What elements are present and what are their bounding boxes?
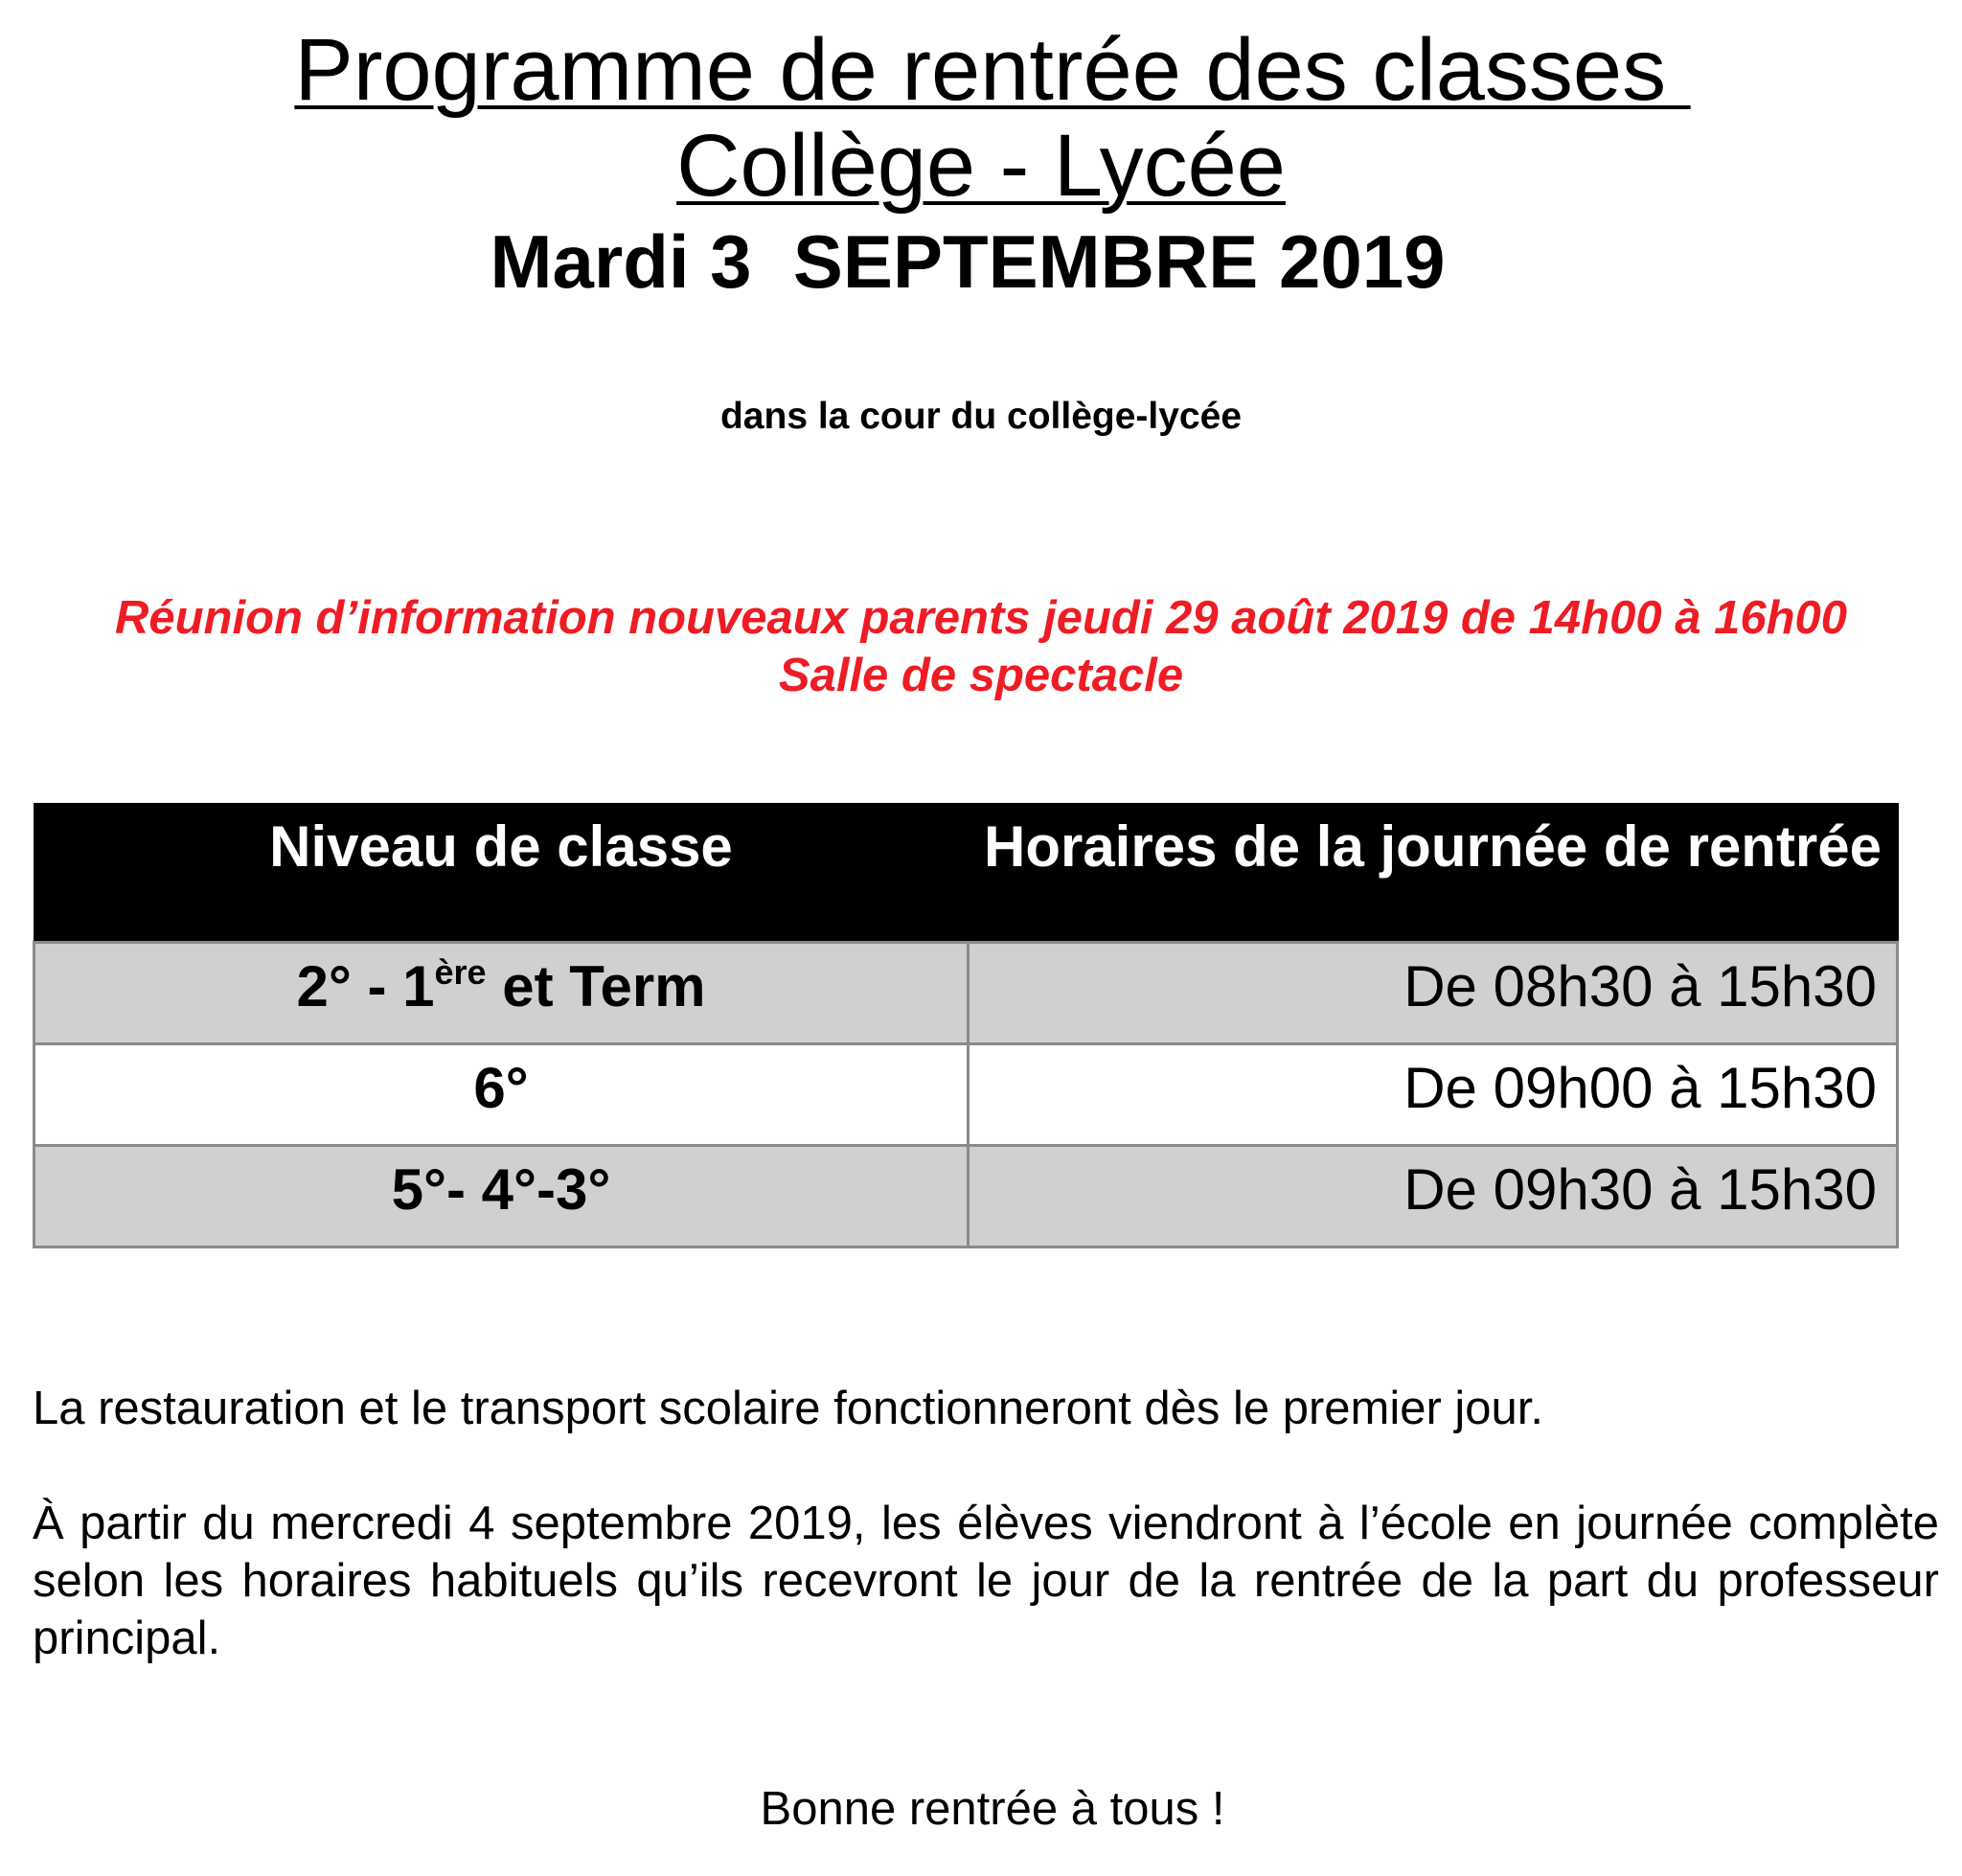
schedule-table [33,803,1899,1248]
table-row [34,1145,1898,1247]
level-text-suffix: et Term [486,953,706,1018]
parents-meeting-notice [0,589,1962,704]
column-header-hours: Horaires de la journée de rentrée [969,804,1898,942]
level-cell: 6° [34,1043,969,1145]
closing-greeting: Bonne rentrée à tous ! [760,1783,1225,1835]
meeting-notice-line: Réunion d’information nouveaux parents jeudi 29 août 2019 de 14h00 à 16h00 [114,592,1848,644]
level-text: 2° - 1 [296,953,435,1018]
hours-cell: De 08h30 à 15h30 [969,942,1898,1043]
schedule-info-paragraph: À partir du mercredi 4 septembre 2019, les élèves viendront à l’école en journée complète selon les horaires habituels qu’ils recevront le jour de la rentrée de la part du professeur principal. [33,1498,1939,1664]
table-row [34,1043,1898,1145]
hours-cell: De 09h30 à 15h30 [969,1145,1898,1247]
level-cell: 5°- 4°-3° [34,1145,969,1247]
title-text: Programme de rentrée des classes [294,21,1691,119]
meeting-venue-line: Salle de spectacle [778,650,1184,701]
table-row [34,942,1898,1043]
column-header-level: Niveau de classe [34,804,969,942]
subtitle-text: Collège - Lycée [676,117,1286,215]
title-line-1 [11,17,1962,123]
event-date: Mardi 3 SEPTEMBRE 2019 [490,219,1446,304]
title-line-2 [0,113,1962,218]
table-header-row [34,804,1898,942]
catering-transport-paragraph: La restauration et le transport scolaire fonctionneront dès le premier jour. [33,1383,1544,1434]
level-superscript: ère [434,951,487,992]
event-location: dans la cour du collège-lycée [719,396,1243,437]
level-cell [34,942,969,1043]
hours-cell: De 09h00 à 15h30 [969,1043,1898,1145]
